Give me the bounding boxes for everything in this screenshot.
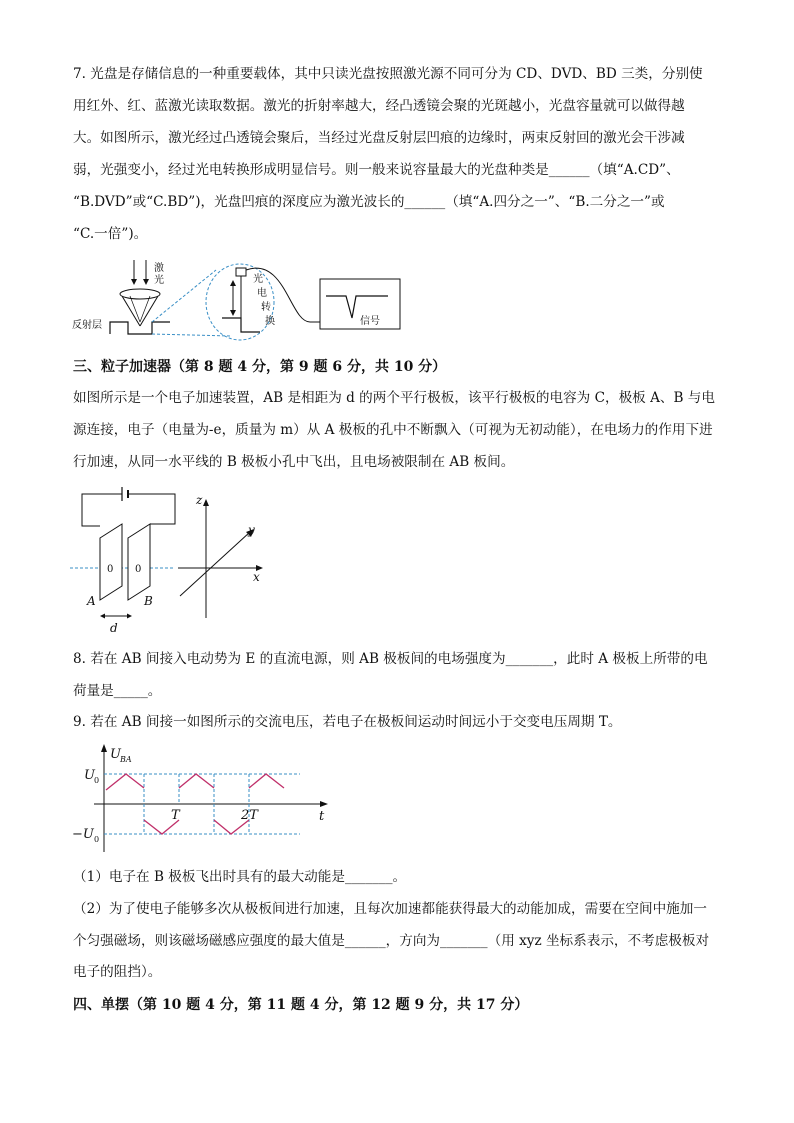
section-3-intro-2: 源连接，电子（电量为-e，质量为 m）从 A 极板的孔中不断飘入（可视为无初动能），在电场力的作用下进 — [73, 422, 713, 438]
conv-label-2: 电 — [257, 288, 267, 299]
section-3-heading: 三、粒子加速器（第 8 题 4 分，第 9 题 6 分，共 10 分） — [73, 359, 447, 375]
u0-subscript: 0 — [94, 776, 100, 785]
q7-line-5: “B.DVD”或“C.BD”)，光盘凹痕的深度应为激光波长的______（填“A.四分之一”、“B.二分之一”或 — [73, 194, 665, 210]
hole-b-label: 0 — [135, 564, 142, 575]
wave-peak-1 — [106, 774, 144, 790]
convex-lens — [120, 289, 160, 299]
voltage-axis-label: U — [110, 747, 121, 762]
q9-line: 9. 若在 AB 间接一如图所示的交流电压，若电子在极板间运动时间远小于交变电压周期 T。 — [73, 714, 622, 730]
q9-sub1: （1）电子在 B 极板飞出时具有的最大动能是_______。 — [73, 869, 407, 885]
plate-a — [100, 524, 122, 600]
section-4-heading: 四、单摆（第 10 题 4 分，第 11 题 4 分，第 12 题 9 分，共 17 分） — [73, 997, 529, 1013]
q7-line-3: 大。如图所示，激光经过凸透镜会聚后，当经过光盘反射层凹痕的边缘时，两束反射回的激光会干涉减 — [73, 130, 685, 146]
voltage-axis-subscript: BA — [120, 755, 132, 764]
tick-T-label: T — [171, 808, 180, 823]
conv-label-1: 光 — [253, 274, 263, 285]
plate-a-label: A — [87, 594, 96, 608]
u0-label: U — [84, 768, 95, 783]
q7-line-1: 7. 光盘是存储信息的一种重要载体，其中只读光盘按照激光源不同可分为 CD、DVD、BD 三类，分别使 — [73, 66, 703, 82]
y-axis — [180, 532, 250, 596]
laser-label-1: 激 — [154, 263, 164, 274]
conv-label-3: 转 — [261, 302, 271, 313]
wave-peak-3 — [249, 774, 284, 788]
optical-disc-figure — [70, 252, 410, 342]
q9-sub2-line-1: （2）为了使电子能够多次从极板间进行加速，且每次加速都能获得最大的动能加成，需要在空间中施加一 — [73, 901, 707, 917]
accelerator-figure — [70, 484, 280, 640]
q9-sub2-line-3: 电子的阻挡）。 — [73, 964, 162, 980]
q8-line-1: 8. 若在 AB 间接入电动势为 E 的直流电源，则 AB 极板间的电场强度为_______，此时 A 极板上所带的电 — [73, 651, 708, 667]
tick-2T-label: 2T — [241, 808, 258, 823]
neg-u0-label: −U — [72, 827, 94, 842]
hole-a-label: 0 — [107, 564, 114, 575]
wave-peak-2 — [179, 774, 214, 788]
signal-label: 信号 — [360, 316, 380, 327]
z-axis-label: z — [196, 493, 203, 507]
time-axis-label: t — [319, 809, 325, 824]
q7-line-4: 弱，光强变小，经过光电转换形成明显信号。则一般来说容量最大的光盘种类是______（填“A.CD”、 — [73, 162, 680, 178]
section-3-intro-1: 如图所示是一个电子加速装置，AB 是相距为 d 的两个平行极板，该平行极板的电容为 C，极板 A、B 与电 — [73, 390, 715, 406]
q8-line-2: 荷量是_____。 — [73, 683, 162, 699]
y-axis-label: y — [248, 523, 255, 537]
detector — [236, 268, 246, 276]
gap-d-label: d — [110, 621, 118, 635]
q9-sub2-line-2: 个匀强磁场，则该磁场磁感应强度的最大值是______，方向为_______（用 xyz 坐标系表示，不考虑极板对 — [73, 933, 710, 949]
x-axis-label: x — [253, 570, 260, 584]
q7-line-2: 用红外、红、蓝激光读取数据。激光的折射率越大，经凸透镜会聚的光斑越小，光盘容量就可以做得越 — [73, 98, 685, 114]
section-3-intro-3: 行加速，从同一水平线的 B 极板小孔中飞出，且电场被限制在 AB 板间。 — [73, 454, 515, 470]
voltage-graph — [70, 740, 340, 855]
q7-line-6: “C.一倍”)。 — [73, 226, 148, 242]
conv-label-4: 换 — [265, 316, 275, 327]
plate-b-label: B — [144, 594, 153, 608]
plate-b — [128, 524, 150, 600]
disc-surface — [110, 322, 170, 334]
reflect-layer-label: 反射层 — [72, 320, 102, 331]
laser-label-2: 光 — [154, 275, 164, 286]
neg-u0-subscript: 0 — [94, 835, 100, 844]
